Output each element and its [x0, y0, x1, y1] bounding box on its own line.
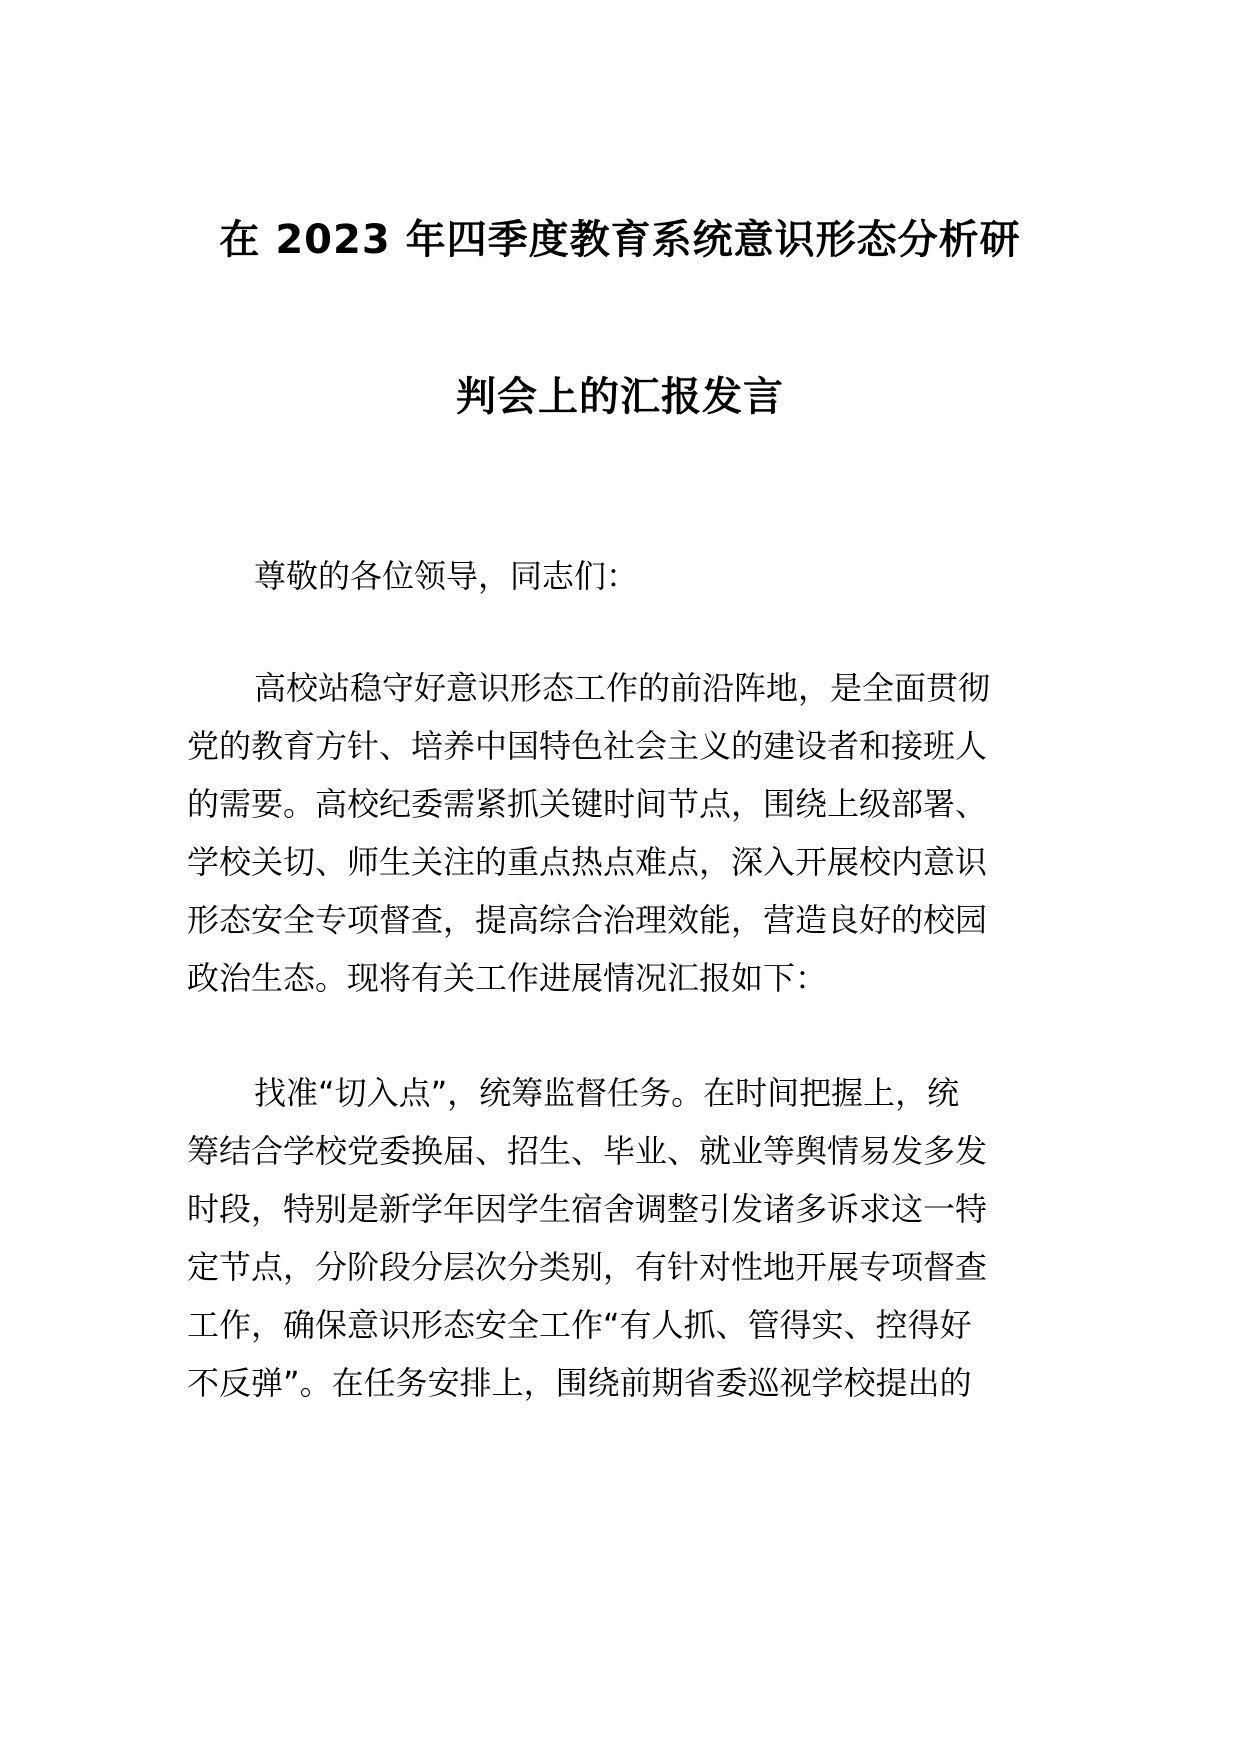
paragraph-line: 定节点，分阶段分层次分类别，有针对性地开展专项督查 [187, 1248, 988, 1286]
paragraph-line: 时段，特别是新学年因学生宿舍调整引发诸多诉求这一特 [187, 1190, 988, 1228]
paragraph-line: 工作，确保意识形态安全工作“有人抓、管得实、控得好 [187, 1306, 972, 1344]
paragraph-line: 政治生态。现将有关工作进展情况汇报如下： [187, 959, 828, 997]
paragraph-line: 不反弹”。在任务安排上，围绕前期省委巡视学校提出的 [187, 1364, 972, 1402]
paragraph-line: 的需要。高校纪委需紧抓关键时间节点，围绕上级部署、 [187, 785, 988, 823]
paragraph-line: 筹结合学校党委换届、招生、毕业、就业等舆情易发多发 [187, 1132, 988, 1170]
paragraph-line: 高校站稳守好意识形态工作的前沿阵地，是全面贯彻 [254, 669, 991, 707]
document-title-line-2: 判会上的汇报发言 [456, 374, 784, 420]
document-title-line-1: 在 2023 年四季度教育系统意识形态分析研 [219, 217, 1021, 263]
paragraph-line: 找准“切入点”，统筹监督任务。在时间把握上，统 [254, 1074, 960, 1112]
paragraph-line: 形态安全专项督查，提高综合治理效能，营造良好的校园 [187, 901, 988, 939]
paragraph-line: 党的教育方针、培养中国特色社会主义的建设者和接班人 [187, 727, 988, 765]
salutation: 尊敬的各位领导，同志们： [254, 557, 639, 595]
paragraph-line: 学校关切、师生关注的重点热点难点，深入开展校内意识 [187, 843, 988, 881]
